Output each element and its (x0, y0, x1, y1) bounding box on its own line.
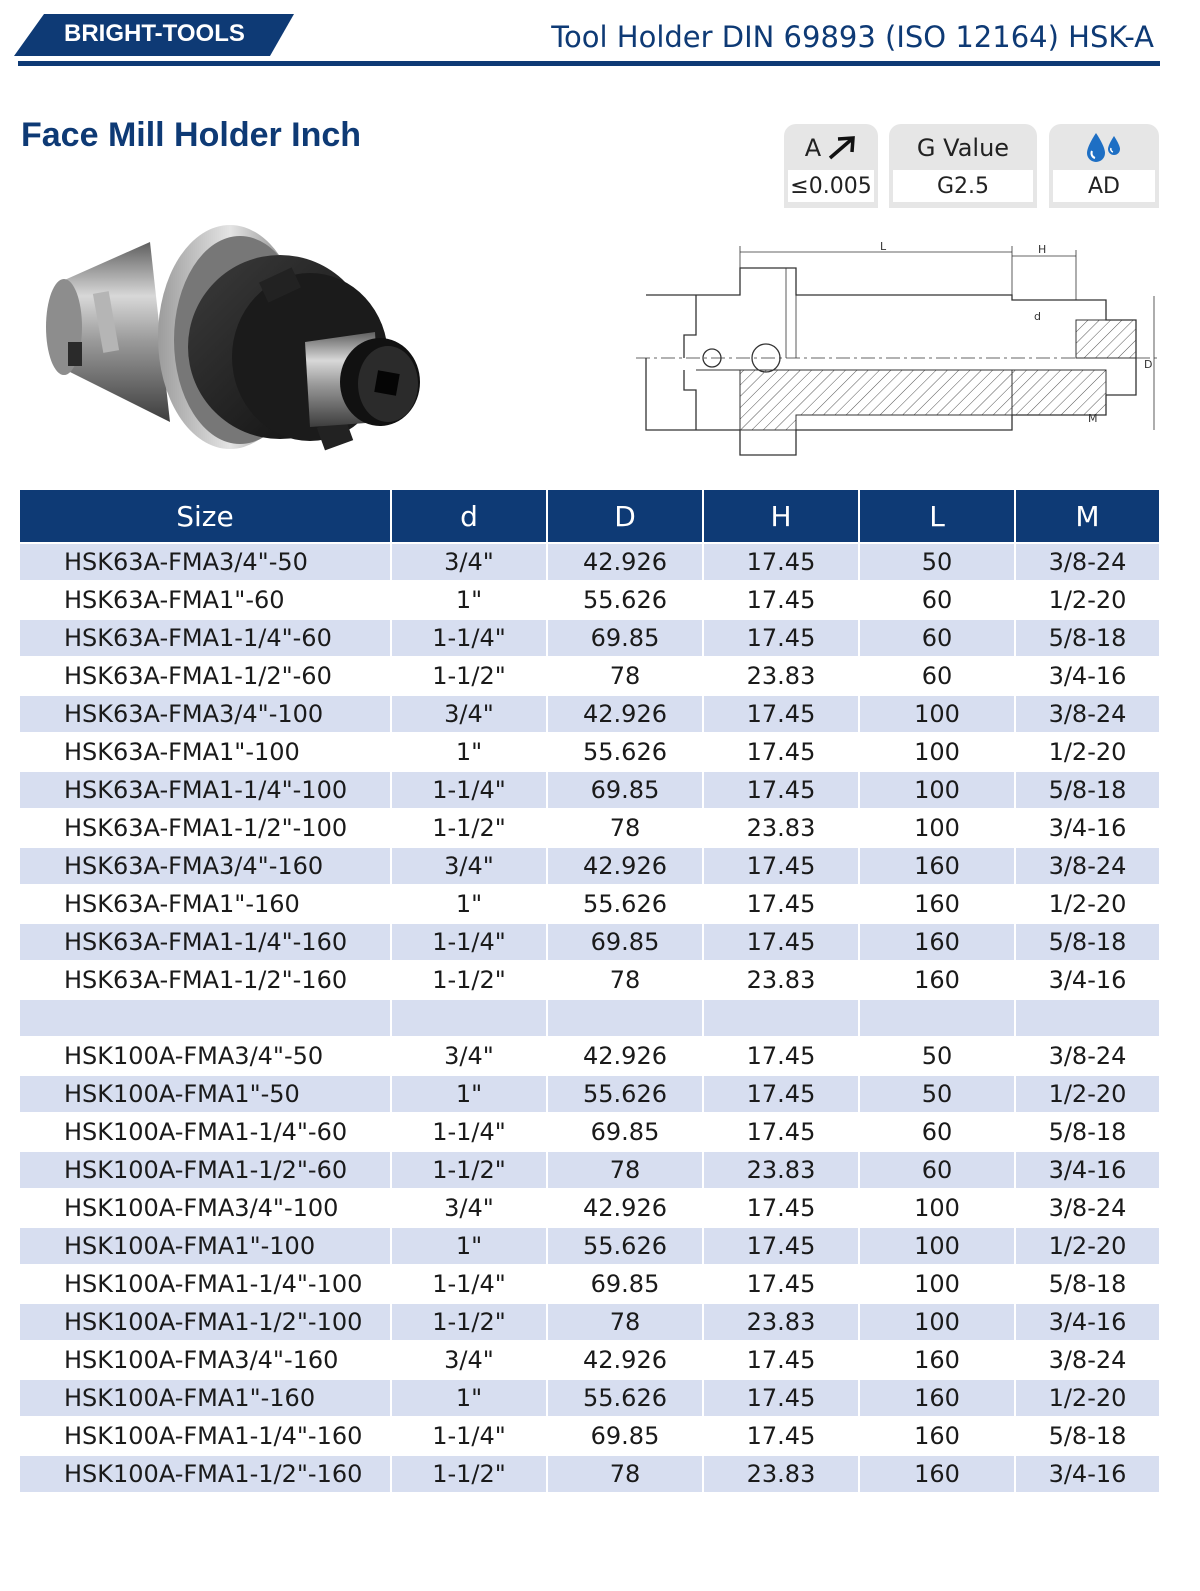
cell-L: 160 (859, 847, 1015, 885)
cell-D: 42.926 (547, 543, 703, 581)
cell-M: 3/4-16 (1015, 809, 1159, 847)
cell-M: 3/8-24 (1015, 543, 1159, 581)
cell-d: 1" (391, 885, 547, 923)
cell-M: 1/2-20 (1015, 733, 1159, 771)
col-header-d-major: D (547, 490, 703, 543)
cell-d: 1-1/2" (391, 1151, 547, 1189)
cell-d: 1-1/2" (391, 809, 547, 847)
cell-d: 3/4" (391, 695, 547, 733)
cell-M (1015, 999, 1159, 1037)
cell-d: 1-1/4" (391, 923, 547, 961)
table-row (20, 771, 1159, 809)
col-header-d-minor: d (391, 490, 547, 543)
table-row (20, 1341, 1159, 1379)
section-title: Face Mill Holder Inch (21, 116, 362, 154)
cell-size: HSK63A-FMA1"-160 (20, 885, 391, 923)
table-row (20, 961, 1159, 999)
cell-H: 17.45 (703, 1265, 859, 1303)
cell-L: 60 (859, 1151, 1015, 1189)
cell-size: HSK63A-FMA1"-100 (20, 733, 391, 771)
cell-H: 17.45 (703, 1189, 859, 1227)
cell-size: HSK100A-FMA1-1/4"-160 (20, 1417, 391, 1455)
cell-d: 1" (391, 1075, 547, 1113)
cell-H: 17.45 (703, 543, 859, 581)
cell-H: 23.83 (703, 1151, 859, 1189)
cell-size: HSK63A-FMA3/4"-160 (20, 847, 391, 885)
cell-D: 55.626 (547, 1227, 703, 1265)
cell-L: 160 (859, 1417, 1015, 1455)
cell-L: 50 (859, 1075, 1015, 1113)
cell-D: 55.626 (547, 581, 703, 619)
cell-M: 3/8-24 (1015, 1189, 1159, 1227)
cell-d: 1-1/2" (391, 657, 547, 695)
cell-d: 1-1/4" (391, 1113, 547, 1151)
cell-H: 23.83 (703, 961, 859, 999)
cell-size: HSK63A-FMA1-1/4"-60 (20, 619, 391, 657)
cell-d: 1-1/4" (391, 619, 547, 657)
cell-d: 3/4" (391, 847, 547, 885)
cell-M: 3/8-24 (1015, 1037, 1159, 1075)
cell-H: 17.45 (703, 619, 859, 657)
runout-badge-header (784, 124, 878, 172)
cell-H: 17.45 (703, 1113, 859, 1151)
cell-H: 23.83 (703, 809, 859, 847)
cell-L: 100 (859, 809, 1015, 847)
cell-d: 1-1/4" (391, 1417, 547, 1455)
cell-H: 17.45 (703, 1341, 859, 1379)
table-row (20, 657, 1159, 695)
cell-size: HSK100A-FMA1-1/2"-160 (20, 1455, 391, 1492)
product-photo (40, 222, 430, 474)
cell-d (391, 999, 547, 1037)
cell-d: 1" (391, 1227, 547, 1265)
cell-L: 50 (859, 543, 1015, 581)
cell-size: HSK63A-FMA1-1/4"-100 (20, 771, 391, 809)
cell-M: 5/8-18 (1015, 923, 1159, 961)
cell-D: 69.85 (547, 619, 703, 657)
cell-H: 17.45 (703, 695, 859, 733)
cell-size: HSK63A-FMA1-1/2"-160 (20, 961, 391, 999)
cell-size: HSK100A-FMA3/4"-160 (20, 1341, 391, 1379)
cell-M: 3/4-16 (1015, 1455, 1159, 1492)
cell-D: 78 (547, 657, 703, 695)
cell-M: 3/4-16 (1015, 1151, 1159, 1189)
cell-M: 1/2-20 (1015, 1227, 1159, 1265)
holder-outline-top (646, 268, 1136, 358)
cell-D: 55.626 (547, 1075, 703, 1113)
table-row (20, 1075, 1159, 1113)
cell-size: HSK63A-FMA1"-60 (20, 581, 391, 619)
table-row (20, 1303, 1159, 1341)
cell-d: 3/4" (391, 1341, 547, 1379)
table-row (20, 999, 1159, 1037)
cell-d: 1" (391, 1379, 547, 1417)
cell-M: 1/2-20 (1015, 1379, 1159, 1417)
table-row (20, 619, 1159, 657)
cell-H: 17.45 (703, 885, 859, 923)
cell-L: 160 (859, 885, 1015, 923)
table-row (20, 1189, 1159, 1227)
table-row (20, 1265, 1159, 1303)
cell-size: HSK63A-FMA1-1/4"-160 (20, 923, 391, 961)
cell-M: 5/8-18 (1015, 1113, 1159, 1151)
table-row (20, 581, 1159, 619)
cell-d: 1-1/4" (391, 1265, 547, 1303)
cell-D: 69.85 (547, 1265, 703, 1303)
header-divider (18, 61, 1160, 66)
cell-size: HSK100A-FMA1-1/4"-60 (20, 1113, 391, 1151)
cell-D: 78 (547, 1303, 703, 1341)
table-row (20, 1455, 1159, 1492)
cell-d: 1-1/2" (391, 1455, 547, 1492)
cell-d: 1-1/2" (391, 1303, 547, 1341)
cell-d: 1" (391, 581, 547, 619)
gvalue-label: G Value (916, 134, 1010, 162)
table-row (20, 695, 1159, 733)
cell-D: 42.926 (547, 847, 703, 885)
runout-arrow-icon (827, 135, 857, 161)
table-row (20, 733, 1159, 771)
cell-D: 55.626 (547, 733, 703, 771)
col-header-size: Size (20, 490, 391, 543)
cell-D: 78 (547, 1151, 703, 1189)
cell-M: 3/8-24 (1015, 1341, 1159, 1379)
cell-H: 17.45 (703, 1417, 859, 1455)
cell-L: 100 (859, 771, 1015, 809)
technical-drawing (636, 240, 1160, 460)
cell-H: 23.83 (703, 1303, 859, 1341)
cell-H: 17.45 (703, 1075, 859, 1113)
drawing-label-d-major: D (1144, 358, 1153, 371)
cell-D: 69.85 (547, 1113, 703, 1151)
drawing-label-m: M (1088, 412, 1098, 425)
cell-D: 55.626 (547, 885, 703, 923)
cell-D (547, 999, 703, 1037)
cell-size: HSK100A-FMA3/4"-100 (20, 1189, 391, 1227)
cell-M: 3/4-16 (1015, 1303, 1159, 1341)
cell-L: 160 (859, 961, 1015, 999)
cell-M: 5/8-18 (1015, 1265, 1159, 1303)
cell-L: 160 (859, 923, 1015, 961)
cell-size: HSK100A-FMA1-1/2"-100 (20, 1303, 391, 1341)
cell-L: 100 (859, 1303, 1015, 1341)
coolant-badge-header (1049, 124, 1159, 172)
col-header-l: L (859, 490, 1015, 543)
gvalue-badge (889, 124, 1037, 208)
hex-socket (374, 370, 399, 395)
col-header-h: H (703, 490, 859, 543)
cell-L: 60 (859, 619, 1015, 657)
cell-d: 3/4" (391, 1037, 547, 1075)
cell-size: HSK100A-FMA1-1/2"-60 (20, 1151, 391, 1189)
cell-D: 78 (547, 809, 703, 847)
cell-M: 1/2-20 (1015, 1075, 1159, 1113)
drawing-label-d-minor: d (1034, 310, 1041, 323)
coolant-badge (1049, 124, 1159, 208)
table-row (20, 1227, 1159, 1265)
cell-H: 17.45 (703, 1379, 859, 1417)
cell-M: 5/8-18 (1015, 1417, 1159, 1455)
coolant-value: AD (1053, 170, 1155, 202)
brand-logo (14, 14, 294, 56)
cell-M: 5/8-18 (1015, 771, 1159, 809)
cell-H: 17.45 (703, 1227, 859, 1265)
runout-badge (784, 124, 878, 208)
cell-L: 160 (859, 1455, 1015, 1492)
cell-M: 3/4-16 (1015, 961, 1159, 999)
spec-table (20, 490, 1159, 1492)
cell-H: 23.83 (703, 1455, 859, 1492)
cell-L: 160 (859, 1341, 1015, 1379)
cell-D: 42.926 (547, 695, 703, 733)
screw-hatch (1076, 320, 1136, 358)
cell-D: 69.85 (547, 923, 703, 961)
cell-size: HSK63A-FMA1-1/2"-100 (20, 809, 391, 847)
cell-L: 100 (859, 1227, 1015, 1265)
table-row (20, 1113, 1159, 1151)
table-header-row (20, 490, 1159, 543)
cell-H: 17.45 (703, 733, 859, 771)
cell-d: 3/4" (391, 1189, 547, 1227)
cell-d: 1-1/2" (391, 961, 547, 999)
table-row (20, 1417, 1159, 1455)
col-header-m: M (1015, 490, 1159, 543)
table-row (20, 923, 1159, 961)
cell-D: 55.626 (547, 1379, 703, 1417)
drawing-label-l: L (880, 240, 887, 253)
cell-D: 42.926 (547, 1037, 703, 1075)
table-row (20, 809, 1159, 847)
cell-H (703, 999, 859, 1037)
cell-size: HSK63A-FMA3/4"-100 (20, 695, 391, 733)
cell-M: 5/8-18 (1015, 619, 1159, 657)
cell-size: HSK63A-FMA3/4"-50 (20, 543, 391, 581)
cell-D: 78 (547, 961, 703, 999)
cell-size: HSK100A-FMA1-1/4"-100 (20, 1265, 391, 1303)
table-row (20, 885, 1159, 923)
cell-d: 3/4" (391, 543, 547, 581)
cell-L: 60 (859, 581, 1015, 619)
cell-L (859, 999, 1015, 1037)
document-title: Tool Holder DIN 69893 (ISO 12164) HSK-A (551, 20, 1154, 54)
cell-d: 1" (391, 733, 547, 771)
cell-D: 42.926 (547, 1341, 703, 1379)
cell-H: 23.83 (703, 657, 859, 695)
cell-size (20, 999, 391, 1037)
drawing-label-h: H (1038, 243, 1047, 256)
pilot-hatch (1012, 370, 1106, 415)
cell-D: 69.85 (547, 1417, 703, 1455)
shank-slot (68, 342, 82, 366)
gvalue-value: G2.5 (893, 170, 1033, 202)
cell-size: HSK100A-FMA1"-50 (20, 1075, 391, 1113)
cell-d: 1-1/4" (391, 771, 547, 809)
cell-L: 100 (859, 695, 1015, 733)
cell-M: 3/4-16 (1015, 657, 1159, 695)
coolant-drops-icon (1084, 130, 1124, 166)
cell-H: 17.45 (703, 847, 859, 885)
cell-L: 50 (859, 1037, 1015, 1075)
cell-M: 3/8-24 (1015, 847, 1159, 885)
cell-L: 60 (859, 657, 1015, 695)
runout-label: A (804, 134, 822, 162)
cell-L: 100 (859, 733, 1015, 771)
cell-D: 69.85 (547, 771, 703, 809)
table-row (20, 1151, 1159, 1189)
table-row (20, 1037, 1159, 1075)
cell-H: 17.45 (703, 1037, 859, 1075)
section-hatch (696, 370, 1012, 430)
cell-H: 17.45 (703, 923, 859, 961)
cell-L: 60 (859, 1113, 1015, 1151)
table-row (20, 543, 1159, 581)
cell-L: 160 (859, 1379, 1015, 1417)
cell-H: 17.45 (703, 581, 859, 619)
cell-D: 42.926 (547, 1189, 703, 1227)
cell-size: HSK100A-FMA3/4"-50 (20, 1037, 391, 1075)
cell-L: 100 (859, 1189, 1015, 1227)
brand-name: BRIGHT-TOOLS (64, 20, 245, 47)
cell-D: 78 (547, 1455, 703, 1492)
cell-H: 17.45 (703, 771, 859, 809)
cell-size: HSK100A-FMA1"-100 (20, 1227, 391, 1265)
cell-M: 1/2-20 (1015, 581, 1159, 619)
table-row (20, 847, 1159, 885)
cell-M: 3/8-24 (1015, 695, 1159, 733)
cell-M: 1/2-20 (1015, 885, 1159, 923)
cell-size: HSK100A-FMA1"-160 (20, 1379, 391, 1417)
table-row (20, 1379, 1159, 1417)
runout-value: ≤0.005 (788, 170, 874, 202)
cell-size: HSK63A-FMA1-1/2"-60 (20, 657, 391, 695)
cell-L: 100 (859, 1265, 1015, 1303)
